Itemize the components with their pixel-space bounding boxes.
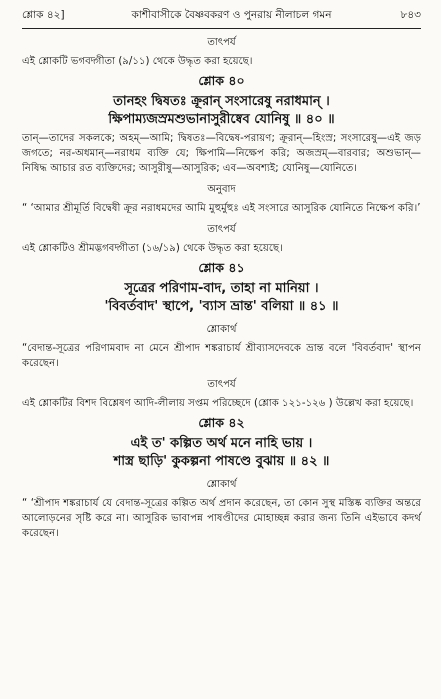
verse-line: তানহং দ্বিষতঃ ক্রূরান্ সংসারেষু নরাধমান্ । <box>113 94 330 109</box>
verse-heading-40: শ্লোক ৪০ <box>198 73 245 88</box>
section-label-shlokartha: শ্লোকার্থ <box>206 324 237 335</box>
verse-41 <box>22 280 421 316</box>
section-label-anuvad: অনুবাদ <box>207 184 236 195</box>
verse-line: সূত্রের পরিণাম-বাদ, তাহা না মানিয়া । <box>124 281 319 296</box>
word-meanings: তান্—তাদের সকলকে; অহম্—আমি; দ্বিষতঃ—বিদ্বেষ-পরায়ণ; ক্রূরান্—হিংস্র; সংসারেষু—এই জড় জগতে; নর-অধমান্—নরাধম ব্যক্তি যে; ক্ষিপামি—নিক্ষেপ করি; অজস্রম্—বারবার; অশুভান্—নিষিদ্ধ আচার রত ব্যক্তিদের; আসুরীষু—আসুরিক; এব—অবশ্যই; যোনিষু—যোনিতে। <box>22 133 421 174</box>
verse-heading-42: শ্লোক ৪২ <box>198 415 245 430</box>
running-header <box>22 8 421 29</box>
section-label-tatparya: তাৎপর্য <box>207 37 236 48</box>
verse-line: 'বিবর্তবাদ' স্থাপে, 'ব্যাস ভ্রান্ত' বলিয়া ॥ ৪১ ॥ <box>104 299 339 314</box>
verse-40 <box>22 93 421 129</box>
section-label-shlokartha: শ্লোকার্থ <box>206 479 237 490</box>
verse-line: এই ত' কল্পিত অর্থ মনে নাহি ভায় । <box>130 436 313 451</box>
section-label-tatparya: তাৎপর্য <box>207 379 236 390</box>
purport-text: এই শ্লোকটির বিশদ বিশ্লেষণ আদি-লীলায় সপ্তম পরিচ্ছেদে (শ্লোক ১২১-১২৬ ) উল্লেখ করা হয়েছে। <box>22 398 414 409</box>
translation-text: “ ‘আমার শ্রীমূর্তি বিদ্বেষী ক্রূর নরাধমদের আমি মুহুর্মুহুঃ এই সংসারে আসুরিক যোনিতে নিক্ষেপ করি।’ <box>22 203 421 214</box>
purport-text: এই শ্লোকটি ভগবদ্গীতা (৯/১১) থেকে উদ্ধৃত করা হয়েছে। <box>22 56 253 67</box>
section-label-tatparya: তাৎপর্য <box>207 224 236 235</box>
purport-text: এই শ্লোকটিও শ্রীমদ্ভগবদ্গীতা (১৬/১৯) থেকে উদ্ধৃত করা হয়েছে। <box>22 243 283 254</box>
verse-line: শাস্ত্র ছাড়ি' কুকল্পনা পাষণ্ডে বুঝায় ॥ ৪২ ॥ <box>113 454 330 469</box>
verse-meaning-text: “ ‘শ্রীপাদ শঙ্করাচার্য যে বেদান্ত-সূত্রের কল্পিত অর্থ প্রদান করেছেন, তা কোন সুস্থ মস্তিষ্ক ব্যক্তির অন্তরে আলোড়নের সৃষ্টি করে না। আসুরিক ভাবাপন্ন পাষণ্ডীদের মোহাচ্ছন্ন করার জন্য তিনি এইভাবে কদর্থ করেছেন। <box>22 498 421 539</box>
header-title: কাশীবাসীকে বৈষ্ণবকরণ ও পুনরায় নীলাচল গমন <box>131 9 332 21</box>
verse-heading-41: শ্লোক ৪১ <box>198 260 245 275</box>
header-verse-ref: শ্লোক ৪২] <box>22 9 65 21</box>
verse-42 <box>22 435 421 471</box>
page-number: ৮৪৩ <box>400 9 421 21</box>
verse-line: ক্ষিপাম্যজস্রমশুভানাসুরীষ্বেব যোনিষু ॥ ৪০ ॥ <box>108 112 335 127</box>
verse-meaning-text: “বেদান্ত-সূত্রের পরিণামবাদ না মেনে শ্রীপাদ শঙ্করাচার্য শ্রীব্যাসদেবকে ভ্রান্ত বলে 'বিবর্তবাদ' স্থাপন করেছেন। <box>22 343 421 369</box>
